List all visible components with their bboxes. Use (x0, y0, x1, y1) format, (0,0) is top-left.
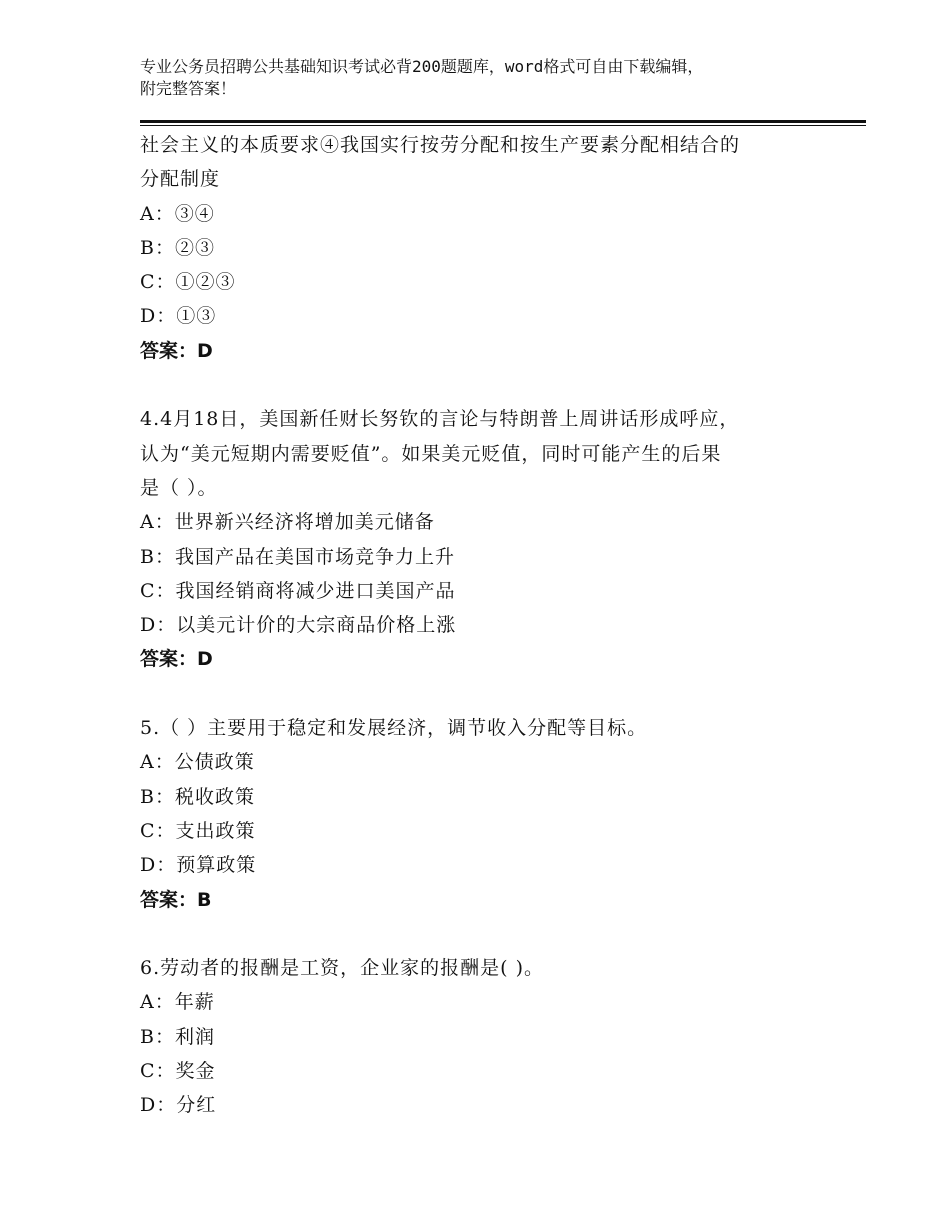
document-header (140, 56, 840, 100)
spacer (140, 368, 840, 402)
header-line: 专业公务员招聘公共基础知识考试必背200题题库，word格式可自由下载编辑， (140, 57, 704, 76)
option-c: C：我国经销商将减少进口美国产品 (140, 579, 456, 602)
question-3-continuation (140, 128, 840, 368)
question-text-line: 社会主义的本质要求④我国实行按劳分配和按生产要素分配相结合的 (140, 134, 741, 156)
option-d: D：①③ (140, 305, 217, 328)
option-a: A：公债政策 (140, 751, 255, 774)
answer-text: 答案：D (140, 648, 213, 671)
option-a: A：③④ (140, 202, 215, 225)
header-divider-thick (140, 120, 866, 123)
question-text-line: 认为“美元短期内需要贬值”。如果美元贬值，同时可能产生的后果 (140, 442, 722, 465)
question-text-line: 是（ ）。 (140, 476, 218, 499)
question-5 (140, 711, 840, 917)
spacer (140, 677, 840, 711)
question-text-line: 6.劳动者的报酬是工资，企业家的报酬是( )。 (140, 957, 544, 980)
option-c: C：①②③ (140, 271, 236, 294)
option-b: B：②③ (140, 236, 215, 259)
answer-text: 答案：D (140, 339, 213, 362)
option-a: A：世界新兴经济将增加美元储备 (140, 511, 435, 534)
question-text-line: 4.4月18日，美国新任财长努钦的言论与特朗普上周讲话形成呼应， (140, 408, 740, 431)
answer-text: 答案：B (140, 888, 212, 911)
option-d: D：预算政策 (140, 854, 257, 877)
question-text-line: 分配制度 (140, 168, 221, 191)
option-d: D：分红 (140, 1094, 217, 1117)
spacer (140, 917, 840, 951)
document-body (140, 128, 840, 1123)
header-divider-thin (140, 125, 866, 126)
question-text-line: 5.（ ）主要用于稳定和发展经济，调节收入分配等目标。 (140, 717, 648, 740)
option-c: C：奖金 (140, 1060, 216, 1083)
option-b: B：税收政策 (140, 785, 255, 808)
option-c: C：支出政策 (140, 819, 256, 842)
option-d: D：以美元计价的大宗商品价格上涨 (140, 614, 457, 637)
option-a: A：年薪 (140, 991, 215, 1014)
option-b: B：我国产品在美国市场竞争力上升 (140, 545, 455, 568)
header-line: 附完整答案！ (140, 79, 237, 98)
question-4 (140, 402, 840, 676)
option-b: B：利润 (140, 1025, 215, 1048)
question-6 (140, 951, 840, 1122)
